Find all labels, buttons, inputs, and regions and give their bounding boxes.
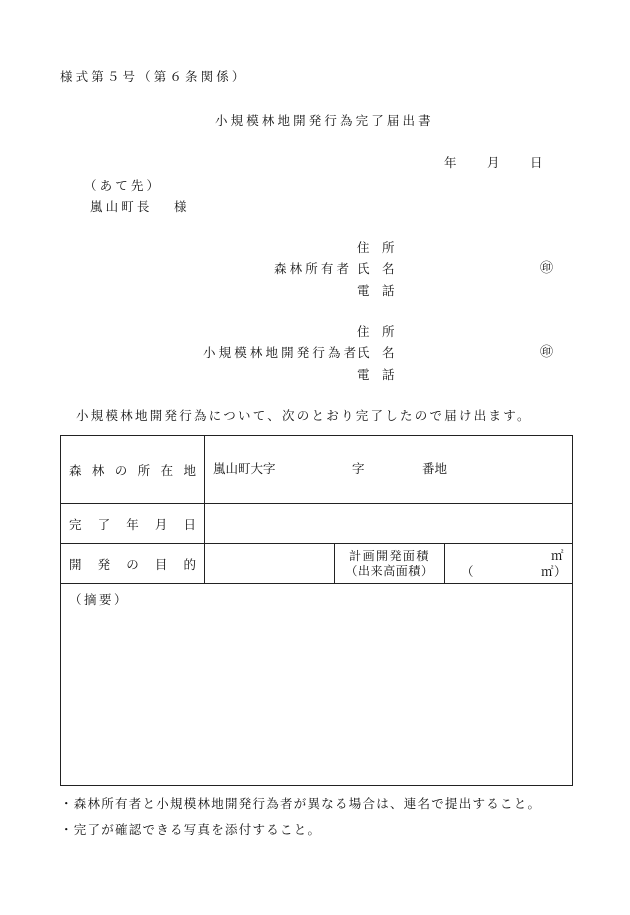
location-prefix: 嵐山町大字	[213, 461, 276, 476]
report-table	[60, 435, 573, 786]
form-title: 小規模林地開発行為完了届出書	[215, 113, 434, 128]
owner-name-label: 氏 名	[357, 261, 395, 276]
owner-title: 森林所有者	[274, 261, 353, 276]
area-label	[335, 544, 445, 584]
owner-seal-icon: ㊞	[540, 261, 554, 276]
area-field[interactable]	[445, 544, 573, 584]
developer-name-label: 氏 名	[357, 345, 395, 360]
developer-seal-icon: ㊞	[540, 345, 554, 360]
owner-address-label: 住 所	[357, 240, 395, 255]
note-2: ・完了が確認できる写真を添付すること。	[60, 822, 322, 837]
memo-field[interactable]	[61, 584, 573, 786]
owner-phone-label: 電 話	[357, 283, 395, 298]
location-value[interactable]	[205, 436, 573, 504]
actual-paren-open: （	[461, 564, 474, 579]
completion-date-field[interactable]	[205, 504, 573, 544]
recipient-name: 嵐山町長	[90, 199, 153, 214]
purpose-field[interactable]	[205, 544, 335, 584]
date-month: 月	[487, 155, 500, 170]
intro-text: 小規模林地開発行為について、次のとおり完了したので届け出ます。	[76, 408, 532, 423]
completion-label: 完 了 年 月 日	[61, 504, 205, 544]
location-banchi: 番地	[422, 461, 448, 476]
form-number: 様式第５号（第６条関係）	[60, 69, 248, 84]
location-label: 森 林 の 所 在 地	[61, 436, 205, 504]
note-1: ・森林所有者と小規模林地開発行為者が異なる場合は、連名で提出すること。	[60, 796, 542, 811]
recipient-honorific: 様	[174, 199, 187, 214]
location-aza: 字	[352, 461, 365, 476]
planned-area-unit: ㎡	[551, 548, 564, 563]
developer-title: 小規模林地開発行為者	[203, 345, 360, 360]
date-year: 年	[444, 155, 457, 170]
developer-phone-label: 電 話	[357, 367, 395, 382]
actual-area-unit: ㎡	[541, 564, 554, 579]
completion-row	[61, 504, 573, 544]
actual-paren-close: ）	[554, 564, 567, 579]
purpose-label: 開 発 の 目 的	[61, 544, 205, 584]
planned-area-label: 計画開発面積	[349, 548, 430, 563]
purpose-row	[61, 544, 573, 584]
recipient-label: （あて先）	[84, 178, 163, 193]
memo-label: （摘要）	[69, 592, 130, 607]
date-day: 日	[530, 155, 543, 170]
location-row	[61, 436, 573, 504]
actual-area-label: （出来高面積）	[345, 563, 434, 578]
developer-address-label: 住 所	[357, 324, 395, 339]
memo-row	[61, 584, 573, 786]
